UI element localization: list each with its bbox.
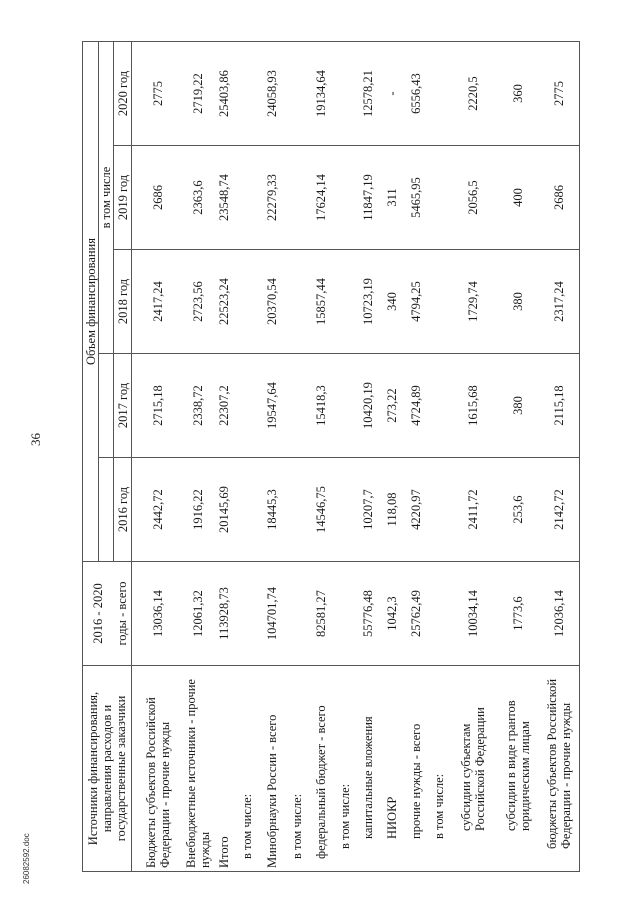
header-total-sub: годы - всего	[114, 562, 132, 666]
cell-year-value: 360	[496, 41, 540, 145]
cell-total: 12036,14	[540, 562, 580, 666]
cell-year-value: 340	[380, 250, 404, 354]
cell-year-value: 24058,93	[258, 41, 286, 145]
cell-total: 12061,32	[184, 562, 212, 666]
table-row	[496, 41, 540, 871]
cell-total	[236, 562, 258, 666]
row-label: бюджеты субъектов Российской Федерации - прочие нужды	[540, 666, 580, 872]
table-row	[380, 41, 404, 871]
header-year-2017: 2017 год	[114, 354, 132, 458]
cell-year-value: 2142,72	[540, 458, 580, 562]
cell-year-value: 2220,5	[450, 41, 496, 145]
cell-total: 113928,73	[212, 562, 236, 666]
row-label: прочие нужды - всего	[404, 666, 428, 872]
table-row	[428, 41, 450, 871]
cell-year-value: 10420,19	[356, 354, 380, 458]
table-row	[334, 41, 356, 871]
cell-year-value: 15857,44	[308, 250, 334, 354]
cell-total	[428, 562, 450, 666]
cell-year-value: 11847,19	[356, 146, 380, 250]
cell-total: 13036,14	[132, 562, 184, 666]
header-including: в том числе	[99, 41, 114, 353]
header-total-period: 2016 - 2020	[83, 562, 114, 666]
cell-year-value	[286, 146, 308, 250]
header-source: Источники финансирования, направления расходов и государственные заказчики	[83, 666, 132, 872]
cell-year-value: 19134,64	[308, 41, 334, 145]
page-number: 36	[28, 433, 43, 446]
header-year-2016: 2016 год	[114, 458, 132, 562]
row-label: Итого	[212, 666, 236, 872]
table-row	[184, 41, 212, 871]
cell-year-value	[286, 41, 308, 145]
funding-table	[82, 41, 580, 872]
cell-year-value: 10723,19	[356, 250, 380, 354]
cell-year-value: 15418,3	[308, 354, 334, 458]
cell-year-value: 2719,22	[184, 41, 212, 145]
cell-year-value	[428, 458, 450, 562]
cell-year-value	[428, 41, 450, 145]
cell-year-value	[428, 354, 450, 458]
header-funding-volume: Объем финансирования	[83, 41, 99, 561]
cell-year-value: 23548,74	[212, 146, 236, 250]
table-body	[132, 41, 580, 871]
cell-year-value	[334, 146, 356, 250]
row-label: в том числе:	[428, 666, 450, 872]
cell-year-value: 253,6	[496, 458, 540, 562]
cell-year-value: 2338,72	[184, 354, 212, 458]
table-row	[132, 41, 184, 871]
cell-year-value	[236, 458, 258, 562]
header-year-2020: 2020 год	[114, 41, 132, 145]
row-label: Бюджеты субъектов Российской Федерации - прочие нужды	[132, 666, 184, 872]
cell-year-value: 2775	[132, 41, 184, 145]
cell-year-value: 400	[496, 146, 540, 250]
cell-year-value: 10207,7	[356, 458, 380, 562]
document-filename: 26082592.doc	[22, 833, 31, 884]
cell-year-value	[428, 250, 450, 354]
row-label: в том числе:	[334, 666, 356, 872]
cell-year-value	[334, 250, 356, 354]
cell-year-value: 4794,25	[404, 250, 428, 354]
cell-total	[286, 562, 308, 666]
cell-total: 25762,49	[404, 562, 428, 666]
cell-year-value: 2723,56	[184, 250, 212, 354]
table-row	[356, 41, 380, 871]
cell-year-value: 380	[496, 354, 540, 458]
cell-total: 1042,3	[380, 562, 404, 666]
cell-year-value: 22523,24	[212, 250, 236, 354]
cell-year-value: 6556,43	[404, 41, 428, 145]
cell-year-value: 20145,69	[212, 458, 236, 562]
cell-year-value: 22279,33	[258, 146, 286, 250]
cell-year-value	[286, 458, 308, 562]
cell-year-value	[236, 41, 258, 145]
row-label: Внебюджетные источники - прочие нужды	[184, 666, 212, 872]
cell-year-value: 17624,14	[308, 146, 334, 250]
cell-total: 1773,6	[496, 562, 540, 666]
cell-year-value: 2056,5	[450, 146, 496, 250]
cell-year-value: 2417,24	[132, 250, 184, 354]
row-label: капитальные вложения	[356, 666, 380, 872]
cell-year-value: 1916,22	[184, 458, 212, 562]
table-row	[450, 41, 496, 871]
cell-year-value: 273,22	[380, 354, 404, 458]
cell-year-value: 5465,95	[404, 146, 428, 250]
cell-total: 82581,27	[308, 562, 334, 666]
cell-year-value: 118,08	[380, 458, 404, 562]
cell-total: 10034,14	[450, 562, 496, 666]
cell-year-value: 2317,24	[540, 250, 580, 354]
header-year-2018: 2018 год	[114, 250, 132, 354]
row-label: субсидии субъектам Российской Федерации	[450, 666, 496, 872]
table-row	[540, 41, 580, 871]
cell-total	[334, 562, 356, 666]
cell-total: 104701,74	[258, 562, 286, 666]
cell-year-value: 311	[380, 146, 404, 250]
cell-year-value: 2775	[540, 41, 580, 145]
cell-year-value: 20370,54	[258, 250, 286, 354]
header-year-2019: 2019 год	[114, 146, 132, 250]
cell-year-value: 2411,72	[450, 458, 496, 562]
cell-year-value: 2363,6	[184, 146, 212, 250]
cell-year-value: 1729,74	[450, 250, 496, 354]
row-label: федеральный бюджет - всего	[308, 666, 334, 872]
cell-year-value: 4724,89	[404, 354, 428, 458]
row-label: НИОКР	[380, 666, 404, 872]
cell-year-value: 1615,68	[450, 354, 496, 458]
cell-year-value	[334, 354, 356, 458]
cell-year-value: 4220,97	[404, 458, 428, 562]
cell-year-value	[428, 146, 450, 250]
cell-year-value	[334, 458, 356, 562]
cell-year-value	[334, 41, 356, 145]
row-label: Минобрнауки России - всего	[258, 666, 286, 872]
cell-year-value: 25403,86	[212, 41, 236, 145]
table-row	[258, 41, 286, 871]
cell-total: 55776,48	[356, 562, 380, 666]
cell-year-value: -	[380, 41, 404, 145]
table-row	[286, 41, 308, 871]
cell-year-value	[236, 250, 258, 354]
cell-year-value	[286, 354, 308, 458]
table-row	[404, 41, 428, 871]
table-row	[212, 41, 236, 871]
row-label: в том числе:	[286, 666, 308, 872]
cell-year-value	[286, 250, 308, 354]
cell-year-value: 12578,21	[356, 41, 380, 145]
cell-year-value: 18445,3	[258, 458, 286, 562]
cell-year-value: 380	[496, 250, 540, 354]
cell-year-value: 14546,75	[308, 458, 334, 562]
rotated-table-container	[82, 42, 574, 872]
cell-year-value: 2442,72	[132, 458, 184, 562]
cell-year-value	[236, 146, 258, 250]
cell-year-value: 2715,18	[132, 354, 184, 458]
table-row	[308, 41, 334, 871]
table-row	[236, 41, 258, 871]
cell-year-value: 2115,18	[540, 354, 580, 458]
row-label: субсидии в виде грантов юридическим лицам	[496, 666, 540, 872]
row-label: в том числе:	[236, 666, 258, 872]
cell-year-value: 22307,2	[212, 354, 236, 458]
cell-year-value: 19547,64	[258, 354, 286, 458]
cell-year-value: 2686	[540, 146, 580, 250]
cell-year-value	[236, 354, 258, 458]
cell-year-value: 2686	[132, 146, 184, 250]
